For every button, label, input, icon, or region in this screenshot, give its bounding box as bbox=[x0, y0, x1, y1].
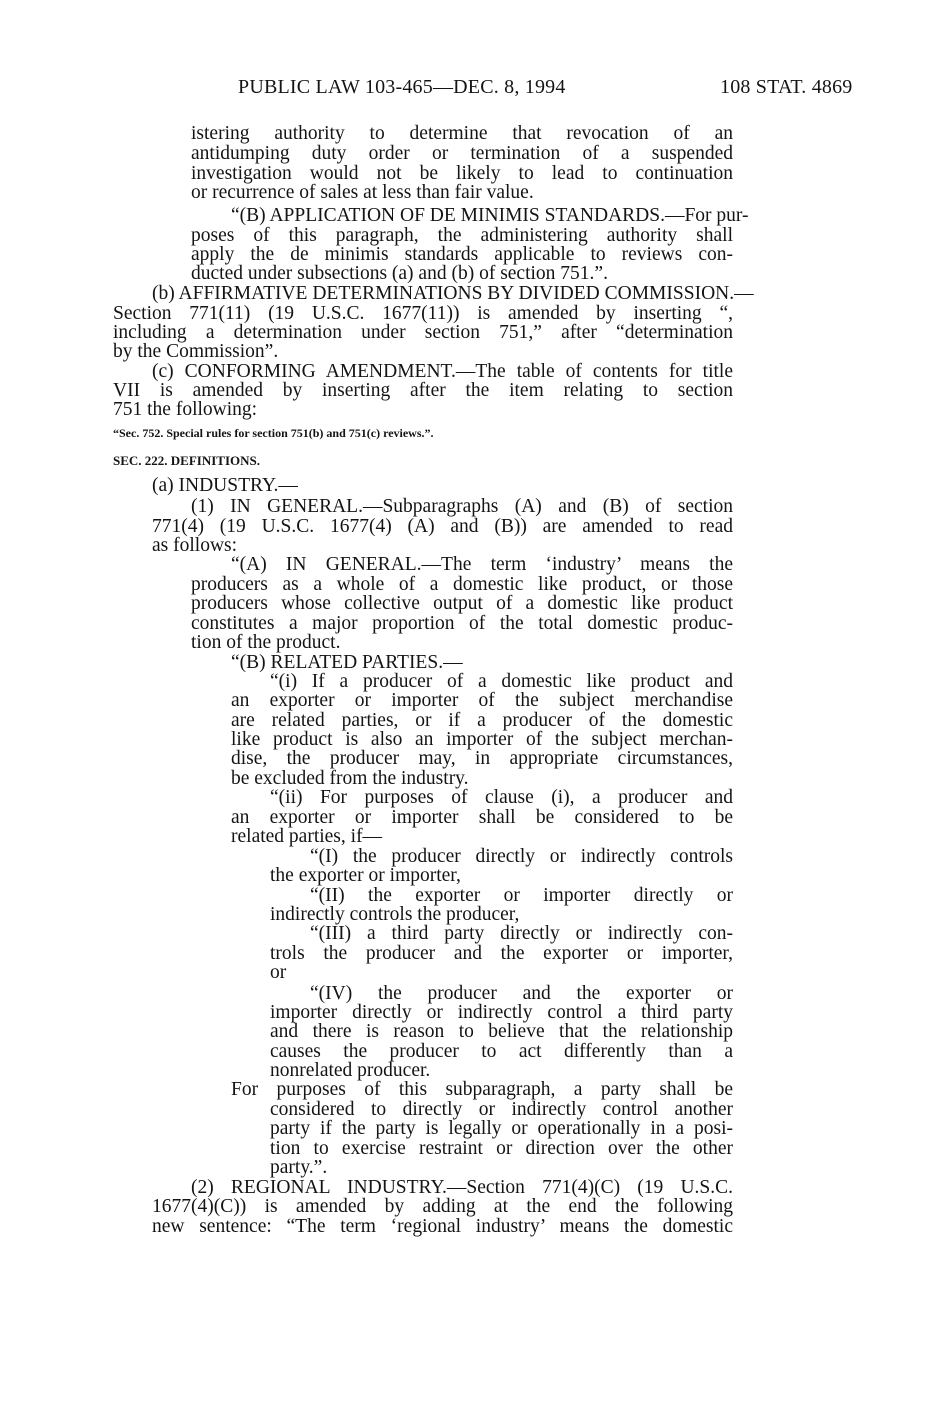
text-line: producers as a whole of a domestic like product, or those bbox=[191, 574, 733, 595]
text-line: apply the de minimis standards applicable to reviews con- bbox=[191, 244, 733, 265]
text-line: like product is also an importer of the subject merchan- bbox=[231, 729, 733, 750]
clause-heading: “(ii) For purposes of clause (i), a producer and bbox=[270, 787, 733, 808]
text-line: tion to exercise restraint or direction over the other bbox=[270, 1138, 733, 1159]
text-line: trols the producer and the exporter or importer, bbox=[270, 943, 733, 964]
subsection-heading: (b) AFFIRMATIVE DETERMINATIONS BY DIVIDED COMMISSION.— bbox=[152, 283, 754, 304]
text-line: 751 the following: bbox=[113, 399, 258, 420]
text-line: party.”. bbox=[270, 1157, 328, 1178]
subsection-heading: (c) CONFORMING AMENDMENT.—The table of contents for title bbox=[152, 361, 733, 382]
text-line: 1677(4)(C)) is amended by adding at the end the following bbox=[152, 1196, 733, 1217]
text-line: the exporter or importer, bbox=[270, 865, 461, 886]
text-line: including a determination under section 751,” after “determination bbox=[113, 322, 733, 343]
text-line: causes the producer to act differently than a bbox=[270, 1041, 733, 1062]
text-line: related parties, if— bbox=[231, 826, 383, 847]
text-line: new sentence: “The term ‘regional industry’ means the domestic bbox=[152, 1216, 733, 1237]
subclause-heading: “(II) the exporter or importer directly or bbox=[310, 885, 733, 906]
section-heading: SEC. 222. DEFINITIONS. bbox=[113, 453, 261, 468]
text-line: istering authority to determine that revocation of an bbox=[191, 123, 733, 144]
text-line: be excluded from the industry. bbox=[231, 768, 469, 789]
text-line: nonrelated producer. bbox=[270, 1060, 431, 1081]
subparagraph-heading: “(B) RELATED PARTIES.— bbox=[231, 652, 463, 673]
text-line: considered to directly or indirectly control another bbox=[270, 1099, 733, 1120]
text-line: by the Commission”. bbox=[113, 341, 279, 362]
text-line: as follows: bbox=[152, 535, 238, 556]
text-line: or recurrence of sales at less than fair value. bbox=[191, 182, 534, 203]
text-line: tion of the product. bbox=[191, 632, 341, 653]
subclause-heading: “(III) a third party directly or indirectly con- bbox=[310, 923, 733, 944]
subparagraph-heading: “(A) IN GENERAL.—The term ‘industry’ means the bbox=[231, 554, 733, 575]
text-line: and there is reason to believe that the relationship bbox=[270, 1021, 733, 1042]
header-title: PUBLIC LAW 103-465—DEC. 8, 1994 bbox=[238, 76, 566, 98]
text-line: an exporter or importer of the subject merchandise bbox=[231, 690, 733, 711]
text-line: or bbox=[270, 962, 287, 983]
text-line: ducted under subsections (a) and (b) of section 751.”. bbox=[191, 263, 608, 284]
text-line: investigation would not be likely to lead to continuation bbox=[191, 163, 733, 184]
paragraph-heading: (1) IN GENERAL.—Subparagraphs (A) and (B) of section bbox=[191, 496, 733, 517]
text-line: For purposes of this subparagraph, a party shall be bbox=[231, 1079, 733, 1100]
running-header bbox=[0, 76, 944, 102]
subsection-heading: (a) INDUSTRY.— bbox=[152, 475, 298, 496]
subclause-heading: “(IV) the producer and the exporter or bbox=[310, 983, 733, 1004]
statute-page-number: 108 STAT. 4869 bbox=[720, 76, 853, 98]
text-line: party if the party is legally or operationally in a posi- bbox=[270, 1118, 733, 1139]
text-line: Section 771(11) (19 U.S.C. 1677(11)) is amended by inserting “, bbox=[113, 303, 733, 324]
subclause-heading: “(I) the producer directly or indirectly controls bbox=[310, 846, 733, 867]
text-line: importer directly or indirectly control a third party bbox=[270, 1002, 733, 1023]
paragraph-heading: (2) REGIONAL INDUSTRY.—Section 771(4)(C) (19 U.S.C. bbox=[191, 1177, 733, 1198]
text-line: indirectly controls the producer, bbox=[270, 904, 520, 925]
text-line: VII is amended by inserting after the item relating to section bbox=[113, 380, 733, 401]
text-line: producers whose collective output of a domestic like product bbox=[191, 593, 733, 614]
text-line: antidumping duty order or termination of a suspended bbox=[191, 143, 733, 164]
text-line: are related parties, or if a producer of the domestic bbox=[231, 710, 733, 731]
text-line: dise, the producer may, in appropriate circumstances, bbox=[231, 748, 733, 769]
text-line: poses of this paragraph, the administering authority shall bbox=[191, 225, 733, 246]
subparagraph-heading: “(B) APPLICATION OF DE MINIMIS STANDARDS.—For pur- bbox=[231, 205, 749, 226]
table-of-contents-entry: “Sec. 752. Special rules for section 751(b) and 751(c) reviews.”. bbox=[113, 426, 434, 440]
clause-heading: “(i) If a producer of a domestic like product and bbox=[270, 671, 733, 692]
text-line: constitutes a major proportion of the total domestic produc- bbox=[191, 613, 733, 634]
text-line: 771(4) (19 U.S.C. 1677(4) (A) and (B)) are amended to read bbox=[152, 516, 733, 537]
text-line: an exporter or importer shall be considered to be bbox=[231, 807, 733, 828]
